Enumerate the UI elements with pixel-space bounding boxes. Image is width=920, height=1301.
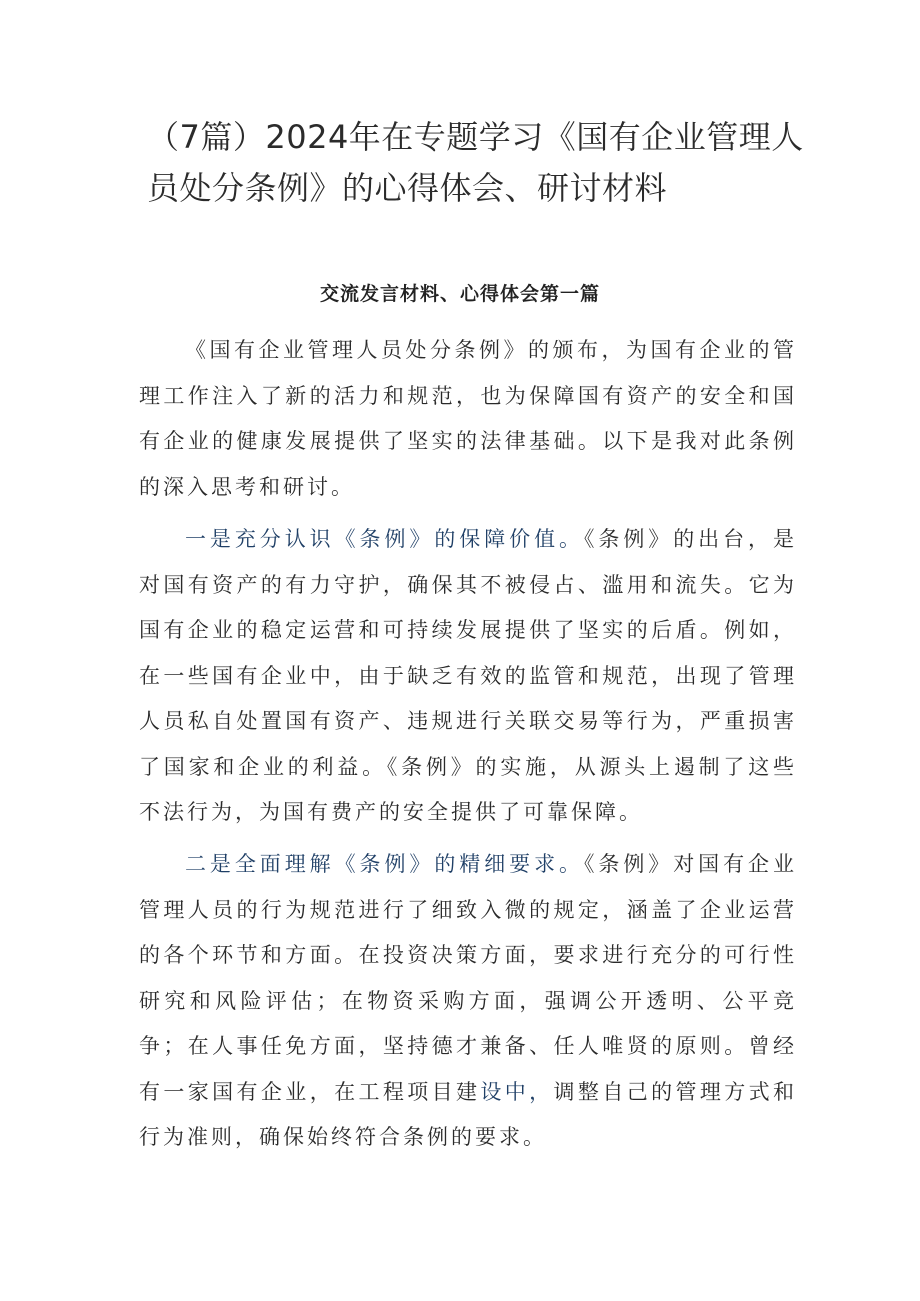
paragraph-point-two-text-c: 调整自己的管理方式和行为准则，确保始终符合条例的要求。: [139, 1079, 798, 1149]
paragraph-point-two-lead: 二是全面理解《条例》的精细要求。: [185, 852, 584, 876]
paragraph-point-two: [139, 842, 797, 1161]
section-heading: 交流发言材料、心得体会第一篇: [319, 283, 600, 305]
document-title: （7篇）2024年在专题学习《国有企业管理人员处分条例》的心得体会、研讨材料: [147, 118, 804, 207]
paragraph-point-one-lead: 一是充分认识《条例》的保障价值。: [185, 527, 584, 551]
paragraph-point-one: [139, 517, 797, 836]
paragraph-point-one-text: 《条例》的出台，是对国有资产的有力守护，确保其不被侵占、滥用和流失。它为国有企业的稳定运营和可持续发展提供了坚实的后盾。例如，在一些国有企业中，由于缺乏有效的监管和规范，出现了管理人员私自处置国有资产、违规进行关联交易等行为，严重损害了国家和企业的利益。《条例》的实施，从源头上遏制了这些不法行为，为国有费产的安全提供了可靠保障。: [139, 527, 797, 824]
paragraph-point-two-text-a: 《条例》对国有企业管理人员的行为规范进行了细致入微的规定，涵盖了企业运营的各个环节和方面。在投资决策方面，要求进行充分的可行性研究和风险评估；在物资采购方面，强调公开透明、公平竞争；在人事任免方面，坚持德才兼备、任人唯贤的原则。曾经有一家国有企业，在工程项目建: [139, 852, 797, 1104]
paragraph-intro-text: 《国有企业管理人员处分条例》的颁布，为国有企业的管理工作注入了新的活力和规范，也为保障国有资产的安全和国有企业的健康发展提供了坚实的法律基础。以下是我对此条例的深入思考和研讨。: [139, 338, 797, 499]
paragraph-intro: [139, 328, 797, 510]
paragraph-point-two-text-b: 设中，: [480, 1079, 554, 1104]
